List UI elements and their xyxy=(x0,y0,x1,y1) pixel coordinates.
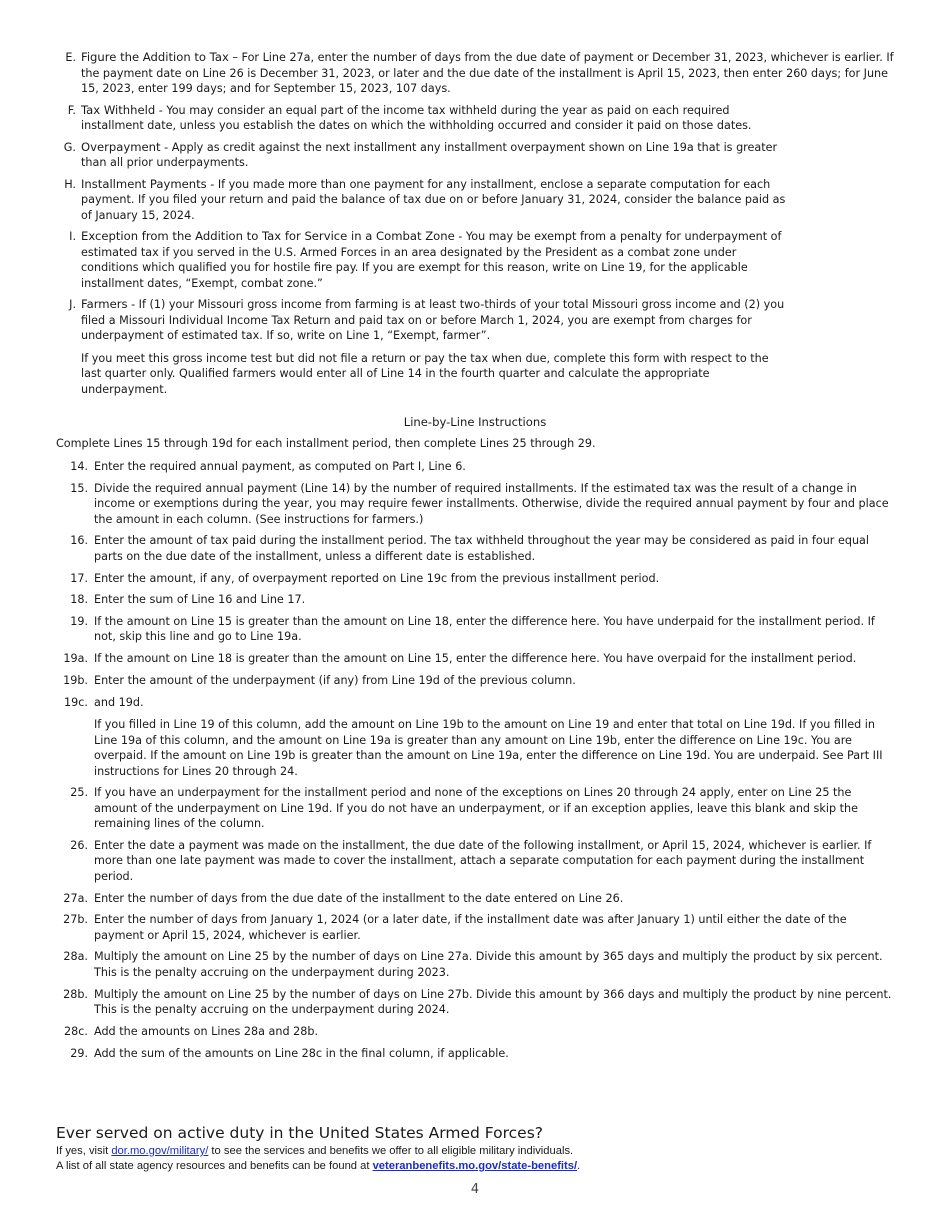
line-19b xyxy=(56,673,894,689)
instruction-e: E. Figure the Addition to Tax – For Line 27a, enter the number of days from the due date of payment or December 31, 2023, whichever is earlier. If the payment date on Line 26 is December 31, 2023, or later and the due date of the installment is April 15, 2023, then enter 260 days; for June 15, 2023, enter 199 days; and for September 15, 2023, 107 days. xyxy=(56,50,896,97)
line-label: 14. xyxy=(70,460,88,473)
line-text: Enter the amount of tax paid during the installment period. The tax withheld throughout the year may be considered as paid in four equal parts on the due date of the installment, unless a different date is established. xyxy=(94,534,870,563)
item-label: I. xyxy=(69,230,76,243)
item-label: E. xyxy=(65,51,76,64)
military-heading: Ever served on active duty in the United States Armed Forces? xyxy=(56,1124,544,1142)
line-label: 17. xyxy=(70,571,88,585)
item-label: G. xyxy=(63,140,76,154)
instruction-g: G. Overpayment - Apply as credit against the next installment any installment overpayment shown on Line 19a that is greater than all prior underpayments. xyxy=(56,140,896,171)
line-text: Enter the date a payment was made on the installment, the due date of the following installment, or April 15, 2024, whichever is earlier. If more than one late payment was made to cover the installment, attach a separate computation for each payment during the installment period. xyxy=(94,838,872,883)
line-15 xyxy=(56,481,894,528)
line-label: 28c. xyxy=(64,1024,88,1038)
line-19c-19d-detail: If you filled in Line 19 of this column, add the amount on Line 19b to the amount on Line 19 and enter that total on Line 19d. If you filled in Line 19a of this column, and the amount on Line 19a is greater than any amount on Line 19b, enter the difference on Line 19c. You are overpaid. If the amount on Line 19b is greater than the amount on Line 19a, enter the difference on Line 19d. You are underpaid. See Part III instructions for Lines 20 through 24. xyxy=(94,718,883,778)
item-text: Apply as credit against the next installment any installment overpayment shown on Line 19a that is greater than all prior underpayments. xyxy=(81,140,778,169)
line-label: 19. xyxy=(70,614,88,628)
line-19a xyxy=(56,651,894,667)
item-title: Exception from the Addition to Tax for Service in a Combat Zone xyxy=(81,229,455,243)
line-label: 26. xyxy=(70,838,88,852)
line-19c-19d xyxy=(56,695,894,780)
line-text: Multiply the amount on Line 25 by the number of days on Line 27a. Divide this amount by 365 days and multiply the product by six percent. This is the penalty accruing on the underpayment during 2023. xyxy=(94,950,883,979)
line-19 xyxy=(56,614,894,645)
item-text: If you made more than one payment for any installment, enclose a separate computation for each payment. If you filed your return and paid the balance of tax due on or before January 31, 2024, consider the balance paid as of January 15, 2024. xyxy=(81,177,786,222)
line-text: Divide the required annual payment (Line 14) by the number of required installments. If the estimated tax was the result of a change in income or exemptions during the year, you may require fewer installments. Otherwise, divide the required annual payment by four and place the amount in each column. (See instructions for farmers.) xyxy=(94,481,889,526)
line-14 xyxy=(56,459,894,475)
line-text: Enter the number of days from the due date of the installment to the date entered on Line 26. xyxy=(94,891,624,905)
line-18 xyxy=(56,592,894,608)
line-label: 15. xyxy=(70,481,88,495)
line-25 xyxy=(56,785,894,832)
line-label: 28a. xyxy=(63,950,88,964)
item-title: Tax Withheld xyxy=(81,102,156,117)
item-title: Figure the Addition to Tax xyxy=(81,50,229,64)
item-title: Installment Payments xyxy=(81,176,207,191)
lettered-instructions xyxy=(56,50,896,403)
item-text: If (1) your Missouri gross income from farming is at least two-thirds of your total Missouri gross income and (2) you filed a Missouri Individual Income Tax Return and paid tax on or before March 1, 2024, you are exempt from charges for underpayment of estimated tax. If so, write on Line 1, “Exempt, farmer”. xyxy=(81,298,785,342)
line-27a xyxy=(56,891,894,907)
line-26 xyxy=(56,838,894,885)
line-label: 27b. xyxy=(63,913,88,927)
line-text: If you have an underpayment for the installment period and none of the exceptions on Lines 20 through 24 apply, enter on Line 25 the amount of the underpayment on Line 19d. If you do not have an underpayment, or if an exception applies, leave this blank and skip the remaining lines of the column. xyxy=(94,786,858,831)
line-text: Add the amounts on Lines 28a and 28b. xyxy=(94,1024,319,1038)
line-text: Enter the amount, if any, of overpayment reported on Line 19c from the previous installment period. xyxy=(94,571,660,585)
line-text: If the amount on Line 15 is greater than the amount on Line 18, enter the difference here. You have underpaid for the installment period. If not, skip this line and go to Line 19a. xyxy=(94,614,875,644)
item-title: Overpayment xyxy=(81,139,161,154)
line-label: 19a. xyxy=(63,652,88,666)
instruction-j: J. Farmers - If (1) your Missouri gross income from farming is at least two-thirds of your total Missouri gross income and (2) you filed a Missouri Individual Income Tax Return and paid tax on or before March 1, 2024, you are exempt from charges for underpayment of estimated tax. If so, write on Line 1, “Exempt, farmer”. If you meet this gross income test but did not file a return or pay the tax when due, complete this form with respect to the last quarter only. Qualified farmers would enter all of Line 14 in the fourth quarter and calculate the appropriate underpayment. xyxy=(56,297,896,397)
line-text: Multiply the amount on Line 25 by the number of days on Line 27b. Divide this amount by 366 days and multiply the product by nine percent. This is the penalty accruing on the underpayment during 2024. xyxy=(94,987,892,1017)
line-label: 16. xyxy=(70,534,88,548)
item-text: For Line 27a, enter the number of days from the due date of payment or December 31, 2023, whichever is earlier. If the payment date on Line 26 is December 31, 2023, or later and the due date of the installment is April 15, 2023, then enter 260 days; for June 15, 2023, enter 199 days; and for September 15, 2023, 107 days. xyxy=(81,51,894,95)
line-16 xyxy=(56,533,894,564)
line-27b xyxy=(56,912,894,943)
line-text: Add the sum of the amounts on Line 28c in the final column, if applicable. xyxy=(94,1046,509,1060)
item-label: J. xyxy=(69,298,76,311)
military-line: If yes, visit dor.mo.gov/military/ to see the services and benefits we offer to all eligible military individuals. xyxy=(56,1145,574,1157)
military-link[interactable]: dor.mo.gov/military/ xyxy=(111,1145,209,1157)
line-label: 19b. xyxy=(63,673,88,687)
line-17 xyxy=(56,571,894,587)
line-text: Enter the required annual payment, as computed on Part I, Line 6. xyxy=(94,460,466,473)
line-label: 27a. xyxy=(63,891,88,905)
item-title: Farmers xyxy=(81,297,128,311)
line-28a xyxy=(56,949,894,980)
line-text: If the amount on Line 18 is greater than the amount on Line 15, enter the difference here. You have overpaid for the installment period. xyxy=(94,652,857,666)
line-label: 25. xyxy=(70,786,88,800)
line-text: and 19d. xyxy=(94,695,144,709)
section-intro: Complete Lines 15 through 19d for each installment period, then complete Lines 25 through 29. xyxy=(56,437,596,450)
line-label: 19c. xyxy=(64,695,88,709)
benefits-line: A list of all state agency resources and benefits can be found at veteranbenefits.mo.gov/state-benefits/. xyxy=(56,1160,581,1172)
line-label: 18. xyxy=(70,593,88,607)
state-benefits-link[interactable]: veteranbenefits.mo.gov/state-benefits/ xyxy=(372,1160,578,1172)
line-28b xyxy=(56,987,894,1018)
farmers-note: If you meet this gross income test but did not file a return or pay the tax when due, complete this form with respect to the last quarter only. Qualified farmers would enter all of Line 14 in the fourth quarter and calculate the appropriate underpayment. xyxy=(81,351,769,396)
item-label: H. xyxy=(64,177,76,191)
line-label: 29. xyxy=(70,1046,88,1060)
item-text: You may consider an equal part of the income tax withheld during the year as paid on each required installment date, unless you establish the dates on which the withholding occurred and consider it paid on those dates. xyxy=(81,103,752,132)
item-text: You may be exempt from a penalty for underpayment of estimated tax if you served in the U.S. Armed Forces in an area designated by the President as a combat zone under conditions which qualified you for hostile fire pay. If you are exempt for this reason, write on Line 19, for the applicable installment dates, “Exempt, combat zone.” xyxy=(81,230,782,290)
item-label: F. xyxy=(67,103,76,117)
line-text: Enter the sum of Line 16 and Line 17. xyxy=(94,593,306,607)
line-text: Enter the amount of the underpayment (if any) from Line 19d of the previous column. xyxy=(94,673,576,687)
instruction-i: I. Exception from the Addition to Tax for Service in a Combat Zone - You may be exempt from a penalty for underpayment of estimated tax if you served in the U.S. Armed Forces in an area designated by the President as a combat zone under conditions which qualified you for hostile fire pay. If you are exempt for this reason, write on Line 19, for the applicable installment dates, “Exempt, combat zone.” xyxy=(56,229,896,291)
line-label: 28b. xyxy=(63,987,88,1001)
instruction-h: H. Installment Payments - If you made more than one payment for any installment, enclose a separate computation for each payment. If you filed your return and paid the balance of tax due on or before January 31, 2024, consider the balance paid as of January 15, 2024. xyxy=(56,177,896,224)
line-instructions xyxy=(56,459,894,1067)
section-title: Line-by-Line Instructions xyxy=(403,415,547,429)
line-text: Enter the number of days from January 1, 2024 (or a later date, if the installment date was after January 1) until either the date of the payment or April 15, 2024, whichever is earlier. xyxy=(94,913,847,942)
instruction-f: F. Tax Withheld - You may consider an equal part of the income tax withheld during the year as paid on each required installment date, unless you establish the dates on which the withholding occurred and consider it paid on those dates. xyxy=(56,103,896,134)
line-29 xyxy=(56,1046,894,1062)
line-28c xyxy=(56,1024,894,1040)
page-number: 4 xyxy=(470,1182,480,1197)
